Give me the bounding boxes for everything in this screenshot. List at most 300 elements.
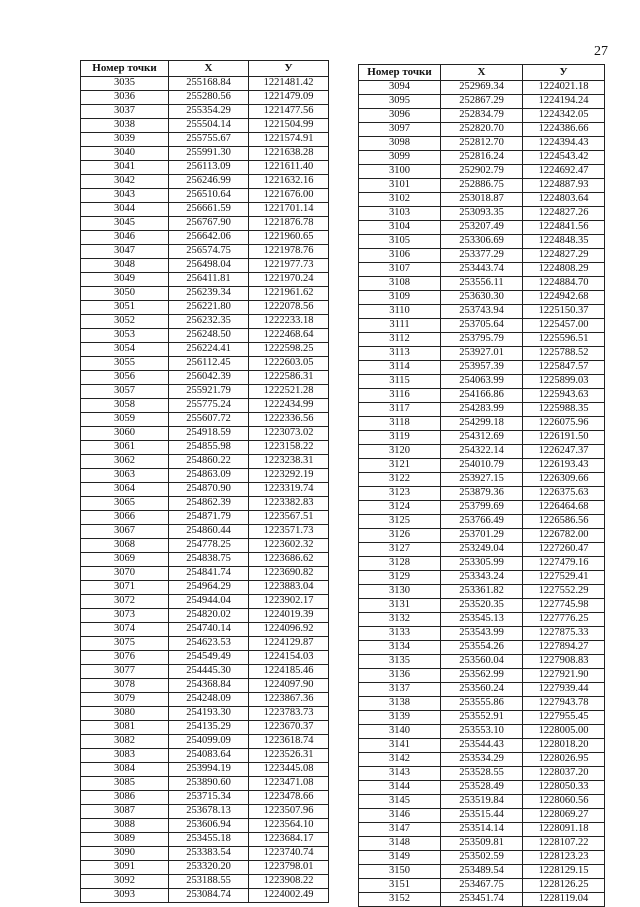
y-coordinate-cell: 1228123.23 [523,851,605,865]
x-coordinate-cell: 256113.09 [169,161,249,175]
y-coordinate-cell: 1223292.19 [249,469,329,483]
y-coordinate-cell: 1228037.20 [523,767,605,781]
point-number-cell: 3041 [81,161,169,175]
point-number-cell: 3137 [359,683,441,697]
x-coordinate-cell: 253249.04 [441,543,523,557]
y-coordinate-cell: 1228107.22 [523,837,605,851]
point-number-cell: 3063 [81,469,169,483]
y-coordinate-cell: 1223902.17 [249,595,329,609]
point-number-cell: 3112 [359,333,441,347]
y-coordinate-cell: 1223783.73 [249,707,329,721]
y-coordinate-cell: 1221632.16 [249,175,329,189]
x-coordinate-cell: 254368.84 [169,679,249,693]
point-number-cell: 3060 [81,427,169,441]
header-y: У [523,65,605,81]
y-coordinate-cell: 1221479.09 [249,91,329,105]
x-coordinate-cell: 253678.13 [169,805,249,819]
y-coordinate-cell: 1227908.83 [523,655,605,669]
y-coordinate-cell: 1225899.03 [523,375,605,389]
x-coordinate-cell: 253520.35 [441,599,523,613]
table-header-row [81,61,329,77]
point-number-cell: 3127 [359,543,441,557]
y-coordinate-cell: 1227745.98 [523,599,605,613]
x-coordinate-cell: 254863.09 [169,469,249,483]
point-number-cell: 3048 [81,259,169,273]
table-row [81,245,329,259]
table-row [81,861,329,875]
table-row [359,473,605,487]
point-number-cell: 3051 [81,301,169,315]
x-coordinate-cell: 253560.04 [441,655,523,669]
table-row [359,753,605,767]
x-coordinate-cell: 253489.54 [441,865,523,879]
x-coordinate-cell: 253514.14 [441,823,523,837]
y-coordinate-cell: 1224386.66 [523,123,605,137]
point-number-cell: 3120 [359,445,441,459]
point-number-cell: 3046 [81,231,169,245]
table-row [359,403,605,417]
table-row [359,305,605,319]
point-number-cell: 3043 [81,189,169,203]
table-row [359,81,605,95]
x-coordinate-cell: 253361.82 [441,585,523,599]
y-coordinate-cell: 1222521.28 [249,385,329,399]
point-number-cell: 3149 [359,851,441,865]
point-number-cell: 3089 [81,833,169,847]
y-coordinate-cell: 1221574.91 [249,133,329,147]
y-coordinate-cell: 1225150.37 [523,305,605,319]
point-number-cell: 3125 [359,515,441,529]
y-coordinate-cell: 1227260.47 [523,543,605,557]
table-row [81,749,329,763]
point-number-cell: 3150 [359,865,441,879]
point-number-cell: 3098 [359,137,441,151]
table-row [81,721,329,735]
y-coordinate-cell: 1228091.18 [523,823,605,837]
y-coordinate-cell: 1223445.08 [249,763,329,777]
point-number-cell: 3081 [81,721,169,735]
y-coordinate-cell: 1221978.76 [249,245,329,259]
page-number: 27 [594,44,608,59]
x-coordinate-cell: 253545.13 [441,613,523,627]
table-row [81,777,329,791]
y-coordinate-cell: 1224887.93 [523,179,605,193]
x-coordinate-cell: 255168.84 [169,77,249,91]
table-row [81,119,329,133]
y-coordinate-cell: 1222336.56 [249,413,329,427]
y-coordinate-cell: 1223507.96 [249,805,329,819]
y-coordinate-cell: 1227955.45 [523,711,605,725]
x-coordinate-cell: 256232.35 [169,315,249,329]
point-number-cell: 3147 [359,823,441,837]
x-coordinate-cell: 253443.74 [441,263,523,277]
x-coordinate-cell: 253515.44 [441,809,523,823]
table-row [359,165,605,179]
y-coordinate-cell: 1228026.95 [523,753,605,767]
y-coordinate-cell: 1224543.42 [523,151,605,165]
x-coordinate-cell: 255921.79 [169,385,249,399]
x-coordinate-cell: 253562.99 [441,669,523,683]
y-coordinate-cell: 1224129.87 [249,637,329,651]
table-row [81,679,329,693]
x-coordinate-cell: 253343.24 [441,571,523,585]
point-number-cell: 3064 [81,483,169,497]
point-number-cell: 3059 [81,413,169,427]
x-coordinate-cell: 253553.10 [441,725,523,739]
table-row [359,837,605,851]
table-row [359,613,605,627]
y-coordinate-cell: 1224185.46 [249,665,329,679]
y-coordinate-cell: 1222233.18 [249,315,329,329]
x-coordinate-cell: 255991.30 [169,147,249,161]
table-row [359,445,605,459]
table-row [81,609,329,623]
point-number-cell: 3055 [81,357,169,371]
y-coordinate-cell: 1224096.92 [249,623,329,637]
x-coordinate-cell: 252886.75 [441,179,523,193]
y-coordinate-cell: 1224021.18 [523,81,605,95]
x-coordinate-cell: 253606.94 [169,819,249,833]
point-number-cell: 3131 [359,599,441,613]
y-coordinate-cell: 1223073.02 [249,427,329,441]
x-coordinate-cell: 252867.29 [441,95,523,109]
point-number-cell: 3099 [359,151,441,165]
point-number-cell: 3129 [359,571,441,585]
table-row [81,693,329,707]
x-coordinate-cell: 254083.64 [169,749,249,763]
table-row [359,487,605,501]
table-row [81,77,329,91]
x-coordinate-cell: 253305.99 [441,557,523,571]
table-row [81,847,329,861]
y-coordinate-cell: 1223571.73 [249,525,329,539]
x-coordinate-cell: 254838.75 [169,553,249,567]
y-coordinate-cell: 1225788.52 [523,347,605,361]
point-number-cell: 3093 [81,889,169,903]
table-row [81,91,329,105]
x-coordinate-cell: 253467.75 [441,879,523,893]
x-coordinate-cell: 252834.79 [441,109,523,123]
table-row [81,623,329,637]
x-coordinate-cell: 254918.59 [169,427,249,441]
table-row [359,137,605,151]
y-coordinate-cell: 1222598.25 [249,343,329,357]
table-row [359,459,605,473]
table-row [81,413,329,427]
x-coordinate-cell: 256767.90 [169,217,249,231]
point-number-cell: 3039 [81,133,169,147]
table-row [359,501,605,515]
y-coordinate-cell: 1221960.65 [249,231,329,245]
point-number-cell: 3101 [359,179,441,193]
x-coordinate-cell: 254855.98 [169,441,249,455]
x-coordinate-cell: 255775.24 [169,399,249,413]
point-number-cell: 3107 [359,263,441,277]
x-coordinate-cell: 253320.20 [169,861,249,875]
table-row [359,179,605,193]
x-coordinate-cell: 255354.29 [169,105,249,119]
x-coordinate-cell: 254862.39 [169,497,249,511]
table-row [81,637,329,651]
x-coordinate-cell: 256221.80 [169,301,249,315]
point-number-cell: 3096 [359,109,441,123]
table-row [81,875,329,889]
x-coordinate-cell: 253528.49 [441,781,523,795]
table-row [81,343,329,357]
x-coordinate-cell: 254740.14 [169,623,249,637]
y-coordinate-cell: 1222603.05 [249,357,329,371]
x-coordinate-cell: 256411.81 [169,273,249,287]
table-row [359,711,605,725]
x-coordinate-cell: 253528.55 [441,767,523,781]
point-number-cell: 3074 [81,623,169,637]
point-number-cell: 3123 [359,487,441,501]
table-row [359,235,605,249]
x-coordinate-cell: 253306.69 [441,235,523,249]
y-coordinate-cell: 1225988.35 [523,403,605,417]
y-coordinate-cell: 1222434.99 [249,399,329,413]
point-number-cell: 3100 [359,165,441,179]
table-row [81,889,329,903]
table-row [81,553,329,567]
x-coordinate-cell: 256112.45 [169,357,249,371]
y-coordinate-cell: 1224808.29 [523,263,605,277]
point-number-cell: 3138 [359,697,441,711]
point-number-cell: 3056 [81,371,169,385]
x-coordinate-cell: 253519.84 [441,795,523,809]
point-number-cell: 3091 [81,861,169,875]
point-number-cell: 3114 [359,361,441,375]
x-coordinate-cell: 254944.04 [169,595,249,609]
point-number-cell: 3038 [81,119,169,133]
x-coordinate-cell: 253554.26 [441,641,523,655]
y-coordinate-cell: 1221611.40 [249,161,329,175]
point-number-cell: 3077 [81,665,169,679]
point-number-cell: 3035 [81,77,169,91]
x-coordinate-cell: 253555.86 [441,697,523,711]
table-row [359,725,605,739]
x-coordinate-cell: 255280.56 [169,91,249,105]
point-number-cell: 3085 [81,777,169,791]
y-coordinate-cell: 1228126.25 [523,879,605,893]
x-coordinate-cell: 253560.24 [441,683,523,697]
point-number-cell: 3040 [81,147,169,161]
header-point-number: Номер точки [359,65,441,81]
point-number-cell: 3053 [81,329,169,343]
y-coordinate-cell: 1223670.37 [249,721,329,735]
point-number-cell: 3128 [359,557,441,571]
x-coordinate-cell: 253630.30 [441,291,523,305]
y-coordinate-cell: 1222468.64 [249,329,329,343]
y-coordinate-cell: 1223690.82 [249,567,329,581]
y-coordinate-cell: 1224884.70 [523,277,605,291]
table-body-right [359,81,605,907]
x-coordinate-cell: 254135.29 [169,721,249,735]
point-number-cell: 3142 [359,753,441,767]
point-number-cell: 3133 [359,627,441,641]
x-coordinate-cell: 254322.14 [441,445,523,459]
table-row [81,819,329,833]
point-number-cell: 3102 [359,193,441,207]
x-coordinate-cell: 254312.69 [441,431,523,445]
point-number-cell: 3136 [359,669,441,683]
table-row [359,795,605,809]
x-coordinate-cell: 254860.22 [169,455,249,469]
point-number-cell: 3143 [359,767,441,781]
point-number-cell: 3069 [81,553,169,567]
table-row [81,189,329,203]
x-coordinate-cell: 253552.91 [441,711,523,725]
x-coordinate-cell: 253018.87 [441,193,523,207]
point-number-cell: 3042 [81,175,169,189]
y-coordinate-cell: 1228069.27 [523,809,605,823]
point-number-cell: 3071 [81,581,169,595]
table-row [359,347,605,361]
point-number-cell: 3115 [359,375,441,389]
table-body-left [81,77,329,903]
y-coordinate-cell: 1223883.04 [249,581,329,595]
table-row [359,529,605,543]
y-coordinate-cell: 1224019.39 [249,609,329,623]
x-coordinate-cell: 253994.19 [169,763,249,777]
y-coordinate-cell: 1221504.99 [249,119,329,133]
point-number-cell: 3084 [81,763,169,777]
x-coordinate-cell: 253455.18 [169,833,249,847]
y-coordinate-cell: 1225847.57 [523,361,605,375]
point-number-cell: 3118 [359,417,441,431]
table-row [359,683,605,697]
y-coordinate-cell: 1221876.78 [249,217,329,231]
table-row [359,151,605,165]
y-coordinate-cell: 1223602.32 [249,539,329,553]
point-number-cell: 3145 [359,795,441,809]
point-number-cell: 3122 [359,473,441,487]
x-coordinate-cell: 256574.75 [169,245,249,259]
table-row [81,581,329,595]
table-row [81,399,329,413]
y-coordinate-cell: 1226464.68 [523,501,605,515]
point-number-cell: 3075 [81,637,169,651]
y-coordinate-cell: 1227529.41 [523,571,605,585]
x-coordinate-cell: 253743.94 [441,305,523,319]
y-coordinate-cell: 1227939.44 [523,683,605,697]
header-x: X [441,65,523,81]
x-coordinate-cell: 253451.74 [441,893,523,907]
point-number-cell: 3092 [81,875,169,889]
table-row [81,357,329,371]
y-coordinate-cell: 1228119.04 [523,893,605,907]
x-coordinate-cell: 256239.34 [169,287,249,301]
x-coordinate-cell: 253701.29 [441,529,523,543]
point-number-cell: 3116 [359,389,441,403]
x-coordinate-cell: 253927.15 [441,473,523,487]
table-row [81,231,329,245]
header-y: У [249,61,329,77]
y-coordinate-cell: 1223478.66 [249,791,329,805]
table-row [359,95,605,109]
y-coordinate-cell: 1223684.17 [249,833,329,847]
table-row [359,627,605,641]
y-coordinate-cell: 1227875.33 [523,627,605,641]
point-number-cell: 3111 [359,319,441,333]
point-number-cell: 3058 [81,399,169,413]
x-coordinate-cell: 254964.29 [169,581,249,595]
x-coordinate-cell: 253544.43 [441,739,523,753]
table-row [359,585,605,599]
point-number-cell: 3080 [81,707,169,721]
point-number-cell: 3052 [81,315,169,329]
point-number-cell: 3065 [81,497,169,511]
table-row [81,735,329,749]
y-coordinate-cell: 1226309.66 [523,473,605,487]
point-number-cell: 3134 [359,641,441,655]
point-number-cell: 3045 [81,217,169,231]
point-number-cell: 3090 [81,847,169,861]
y-coordinate-cell: 1223798.01 [249,861,329,875]
table-row [359,697,605,711]
table-row [359,543,605,557]
x-coordinate-cell: 253207.49 [441,221,523,235]
point-number-cell: 3068 [81,539,169,553]
table-row [81,525,329,539]
point-number-cell: 3066 [81,511,169,525]
point-number-cell: 3144 [359,781,441,795]
point-number-cell: 3088 [81,819,169,833]
y-coordinate-cell: 1228129.15 [523,865,605,879]
table-row [359,571,605,585]
x-coordinate-cell: 254623.53 [169,637,249,651]
y-coordinate-cell: 1224841.56 [523,221,605,235]
x-coordinate-cell: 253093.35 [441,207,523,221]
x-coordinate-cell: 255607.72 [169,413,249,427]
x-coordinate-cell: 253890.60 [169,777,249,791]
x-coordinate-cell: 256042.39 [169,371,249,385]
x-coordinate-cell: 253383.54 [169,847,249,861]
table-row [359,669,605,683]
table-row [359,291,605,305]
point-number-cell: 3119 [359,431,441,445]
table-row [81,833,329,847]
table-row [81,441,329,455]
point-number-cell: 3073 [81,609,169,623]
x-coordinate-cell: 254860.44 [169,525,249,539]
table-row [81,427,329,441]
y-coordinate-cell: 1226782.00 [523,529,605,543]
header-x: X [169,61,249,77]
x-coordinate-cell: 252812.70 [441,137,523,151]
y-coordinate-cell: 1228005.00 [523,725,605,739]
x-coordinate-cell: 254283.99 [441,403,523,417]
y-coordinate-cell: 1223567.51 [249,511,329,525]
y-coordinate-cell: 1221961.62 [249,287,329,301]
x-coordinate-cell: 253957.39 [441,361,523,375]
y-coordinate-cell: 1221477.56 [249,105,329,119]
table-row [359,879,605,893]
point-number-cell: 3109 [359,291,441,305]
table-row [359,851,605,865]
table-row [81,483,329,497]
table-row [81,287,329,301]
header-point-number: Номер точки [81,61,169,77]
x-coordinate-cell: 254778.25 [169,539,249,553]
point-number-cell: 3057 [81,385,169,399]
y-coordinate-cell: 1226075.96 [523,417,605,431]
point-number-cell: 3082 [81,735,169,749]
point-number-cell: 3151 [359,879,441,893]
y-coordinate-cell: 1223526.31 [249,749,329,763]
table-row [81,651,329,665]
table-row [81,595,329,609]
